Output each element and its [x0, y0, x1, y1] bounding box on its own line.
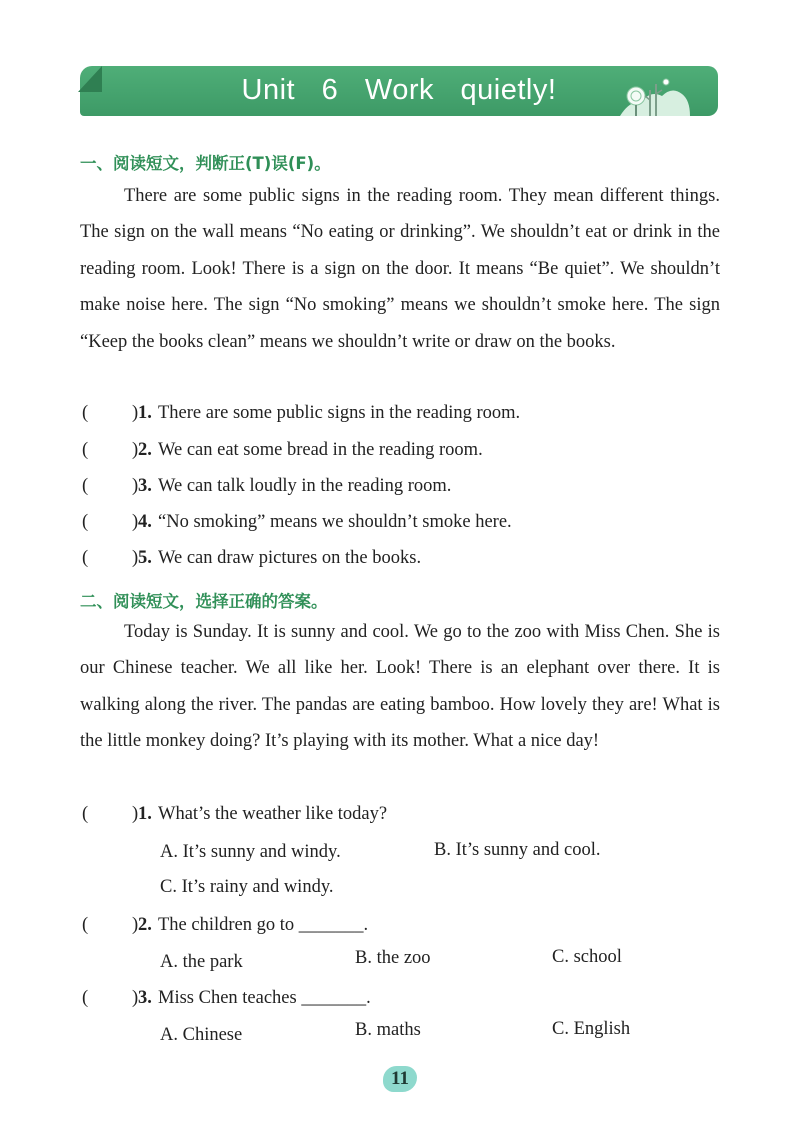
question-number: 1. — [138, 804, 152, 824]
answer-bracket-open: ( — [82, 476, 89, 496]
answer-bracket-open: ( — [82, 915, 89, 935]
question-text: We can talk loudly in the reading room. — [158, 476, 452, 496]
tree-decoration-icon — [620, 72, 690, 116]
answer-bracket-close: ) — [132, 915, 139, 935]
answer-bracket-open: ( — [82, 988, 89, 1008]
question-text: We can draw pictures on the books. — [158, 548, 422, 568]
option-a[interactable]: A. the park — [160, 952, 243, 972]
option-a[interactable]: A. Chinese — [160, 1025, 243, 1045]
question-text: “No smoking” means we shouldn’t smoke here. — [158, 512, 512, 532]
answer-bracket-close: ) — [132, 548, 139, 568]
answer-bracket-open: ( — [82, 440, 89, 460]
section-1-passage — [80, 178, 720, 360]
answer-bracket-close: ) — [132, 988, 139, 1008]
option-c[interactable]: C. It’s rainy and windy. — [160, 877, 334, 897]
answer-bracket-close: ) — [132, 512, 139, 532]
option-c[interactable]: C. school — [552, 947, 622, 967]
question-text: Miss Chen teaches _______. — [158, 988, 371, 1008]
question-number: 3. — [138, 988, 152, 1008]
option-b[interactable]: B. the zoo — [355, 948, 431, 968]
option-c[interactable]: C. English — [552, 1019, 631, 1039]
unit-title: Unit 6 Work quietly! — [241, 74, 557, 106]
answer-bracket-close: ) — [132, 440, 139, 460]
option-b[interactable]: B. It’s sunny and cool. — [434, 840, 601, 860]
page-number: 11 — [391, 1068, 409, 1089]
answer-bracket-open: ( — [82, 548, 89, 568]
question-text: The children go to _______. — [158, 915, 369, 935]
answer-bracket-close: ) — [132, 476, 139, 496]
answer-bracket-open: ( — [82, 512, 89, 532]
answer-bracket-open: ( — [82, 403, 89, 423]
section-1-title: 一、阅读短文，判断正(T)误(F)。 — [80, 154, 331, 173]
question-number: 2. — [138, 915, 152, 935]
answer-bracket-close: ) — [132, 403, 139, 423]
question-text: What’s the weather like today? — [158, 804, 388, 824]
section-2-passage — [80, 614, 720, 760]
option-b[interactable]: B. maths — [355, 1020, 421, 1040]
option-a[interactable]: A. It’s sunny and windy. — [160, 842, 341, 862]
answer-bracket-open: ( — [82, 804, 89, 824]
unit-banner — [80, 66, 718, 116]
question-text: There are some public signs in the reading room. — [158, 403, 521, 423]
passage-text: There are some public signs in the reading room. They mean different things. The sign on the wall means “No eating or drinking”. We shouldn’t eat or drink in the reading room. Look! There is a sign on the door. It means “Be quiet”. We shouldn’t make noise here. The sign “No smoking” means we shouldn’t smoke here. The sign “Keep the books clean” means we shouldn’t write or draw on the books. — [80, 186, 720, 352]
question-number: 2. — [138, 440, 152, 460]
section-2-title: 二、阅读短文，选择正确的答案。 — [80, 592, 328, 611]
question-number: 1. — [138, 403, 152, 423]
page-number-badge — [383, 1066, 417, 1092]
passage-text: Today is Sunday. It is sunny and cool. We go to the zoo with Miss Chen. She is our Chinese teacher. We all like her. Look! There is an elephant over there. It is walking along the river. The pandas are eating bamboo. How lovely they are! What is the little monkey doing? It’s playing with its mother. What a nice day! — [80, 622, 720, 752]
question-number: 4. — [138, 512, 152, 532]
answer-bracket-close: ) — [132, 804, 139, 824]
question-text: We can eat some bread in the reading room. — [158, 440, 483, 460]
question-number: 3. — [138, 476, 152, 496]
question-number: 5. — [138, 548, 152, 568]
